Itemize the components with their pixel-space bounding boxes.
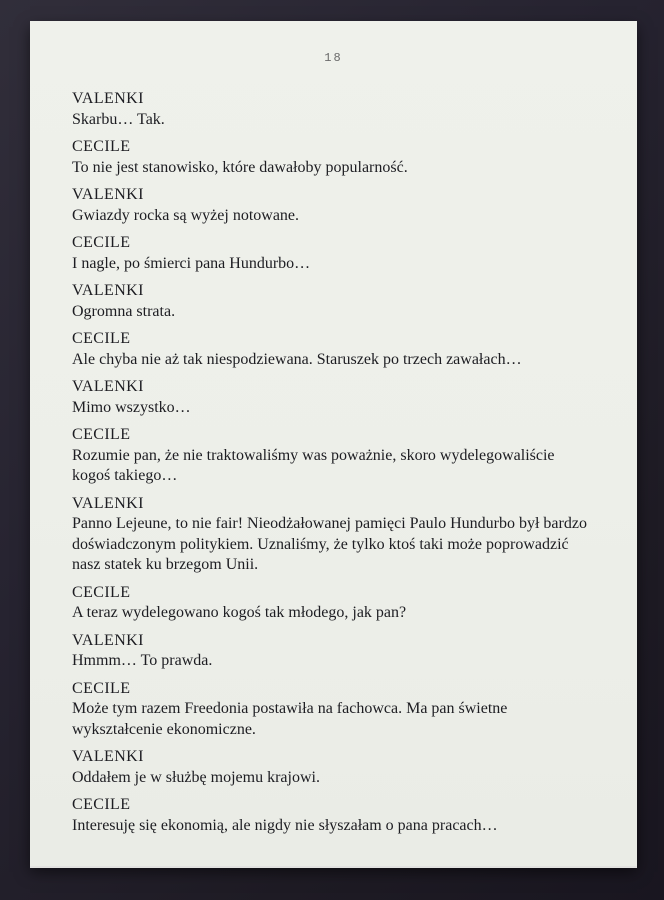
dialogue-line: Gwiazdy rocka są wyżej notowane. (72, 206, 300, 224)
speaker-name: VALENKI (72, 378, 144, 395)
dialogue-block (72, 631, 592, 672)
speaker-name: VALENKI (72, 631, 144, 649)
speaker-name: CECILE (72, 583, 131, 601)
speaker-name: VALENKI (72, 494, 144, 512)
dialogue-line: Panno Lejeune, to nie fair! Nieodżałowanej pamięci Paulo Hundurbo był bardzo (72, 515, 587, 532)
dialogue-block (72, 425, 592, 487)
dialogue-block (72, 185, 592, 226)
speaker-name: CECILE (72, 796, 131, 813)
dialogue-line: Hmmm… To prawda. (72, 652, 213, 669)
dialogue-line: A teraz wydelegowano kogoś tak młodego, jak pan? (72, 604, 407, 621)
dialogue-block (72, 281, 592, 322)
dialogue-block (72, 679, 592, 741)
dialogue-line: Skarbu… Tak. (72, 110, 165, 128)
speaker-name: VALENKI (72, 748, 144, 765)
page-number: 18 (324, 51, 343, 65)
dialogue-line: nasz statek ku brzegom Unii. (72, 556, 259, 573)
speaker-name: CECILE (72, 330, 131, 347)
dialogue-line: doświadczonym politykiem. Uznaliśmy, że tylko ktoś taki może poprowadzić (72, 535, 569, 553)
dialogue-line: Oddałem je w służbę mojemu krajowi. (72, 768, 320, 786)
speaker-name: VALENKI (72, 90, 144, 107)
dialogue-line: Ogromna strata. (72, 302, 176, 320)
dialogue-line: Mimo wszystko… (72, 398, 191, 416)
speaker-name: VALENKI (72, 186, 144, 203)
script-content (30, 89, 637, 836)
dialogue-block (72, 233, 592, 274)
speaker-name: CECILE (72, 679, 131, 697)
dialogue-line: Rozumie pan, że nie traktowaliśmy was poważnie, skoro wydelegowaliście (72, 446, 555, 464)
dialogue-line: I nagle, po śmierci pana Hundurbo… (72, 254, 311, 272)
dialogue-line: kogoś takiego… (72, 467, 178, 484)
speaker-name: CECILE (72, 138, 131, 155)
dialogue-block (72, 747, 592, 788)
dialogue-line: wykształcenie ekonomiczne. (72, 720, 256, 738)
document-page (30, 21, 637, 866)
speaker-name: CECILE (72, 234, 131, 251)
dialogue-block (72, 795, 592, 836)
dialogue-block (72, 583, 592, 624)
speaker-name: VALENKI (72, 282, 144, 299)
dialogue-block (72, 377, 592, 418)
dialogue-line: Interesuję się ekonomią, ale nigdy nie słyszałam o pana pracach… (72, 816, 498, 834)
dialogue-line: Ale chyba nie aż tak niespodziewana. Staruszek po trzech zawałach… (72, 350, 522, 368)
speaker-name: CECILE (72, 426, 131, 443)
dialogue-block (72, 329, 592, 370)
dialogue-line: To nie jest stanowisko, które dawałoby popularność. (72, 158, 408, 176)
dialogue-block (72, 89, 592, 130)
dialogue-line: Może tym razem Freedonia postawiła na fachowca. Ma pan świetne (72, 700, 508, 717)
dialogue-block (72, 494, 592, 576)
dialogue-block (72, 137, 592, 178)
